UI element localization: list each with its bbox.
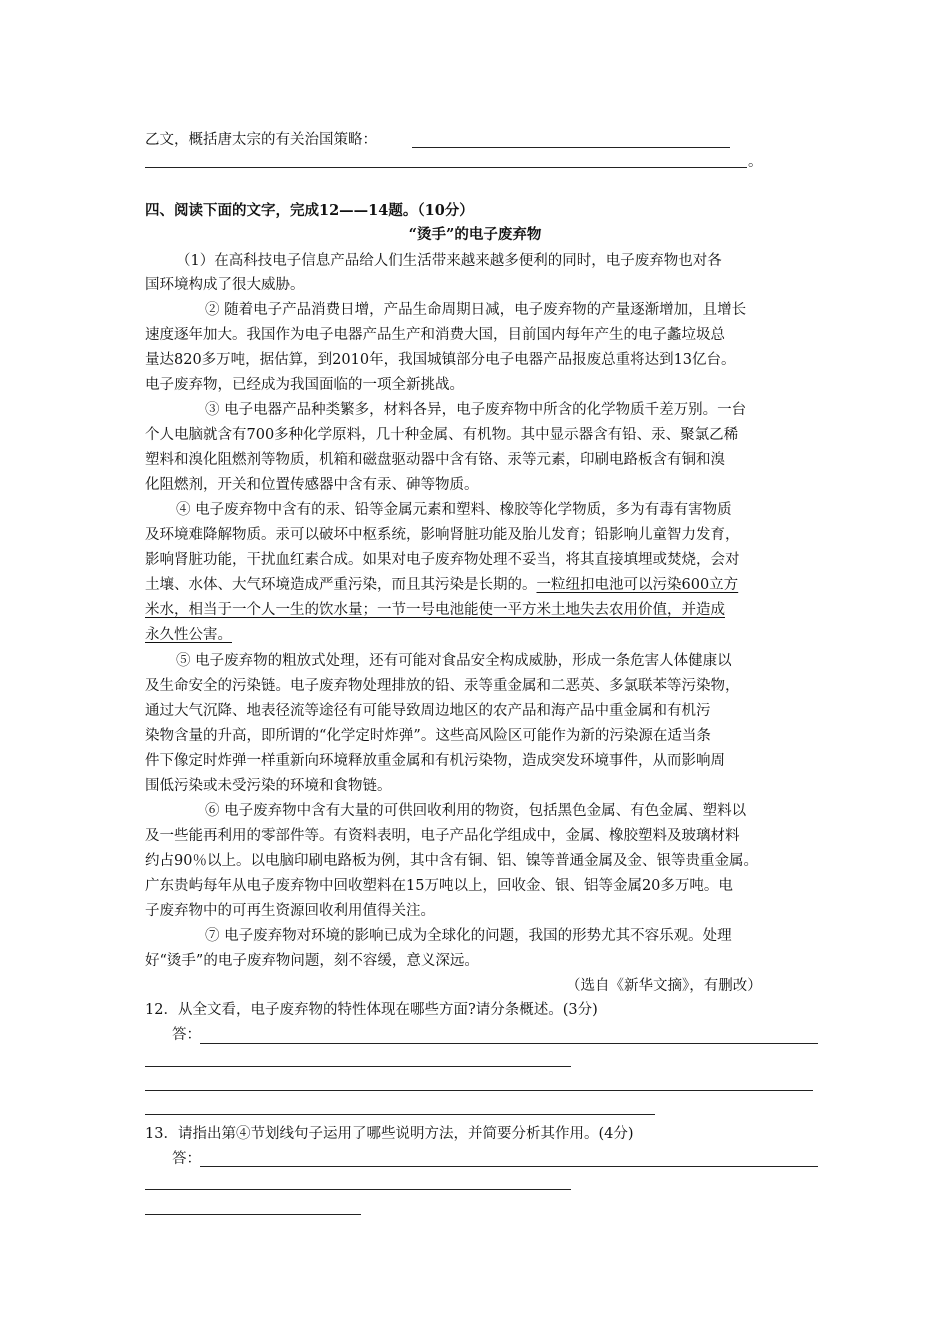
answer-line[interactable] xyxy=(145,1214,361,1215)
underlined-sentence: 永久性公害。 xyxy=(145,627,232,643)
passage-line: 速度逐年加大。我国作为电子电器产品生产和消费大国，目前国内每年产生的电子蠡垃圾总 xyxy=(145,327,725,343)
passage-line: ③ 电子电器产品种类繁多，材料各异，电子废弃物中所含的化学物质千差万别。一台 xyxy=(205,402,747,418)
passage-line: 化阻燃剂，开关和位置传感器中含有汞、砷等物质。 xyxy=(145,477,479,493)
answer-line[interactable] xyxy=(200,1166,818,1167)
passage-line: 好“烫手”的电子废弃物问题，刻不容缓，意义深远。 xyxy=(145,953,479,969)
answer-line[interactable] xyxy=(145,1090,813,1091)
source-citation: （选自《新华文摘》，有删改） xyxy=(566,978,762,994)
answer-label: 答： xyxy=(172,1027,201,1043)
underlined-sentence: 米水，相当于一个人一生的饮水量；一节一号电池能使一平方米土地失去农用价值，并造成 xyxy=(145,602,725,618)
passage-line: 及生命安全的污染链。电子废弃物处理排放的铅、汞等重金属和二恶英、多氯联苯等污染物， xyxy=(145,678,740,694)
section-heading: 四、阅读下面的文字，完成12——14题。（10分） xyxy=(145,202,474,219)
question-13: 13．请指出第④节划线句子运用了哪些说明方法，并简要分析其作用。(4分) xyxy=(145,1126,634,1142)
article-title: “烫手”的电子废弃物 xyxy=(408,226,542,243)
answer-line[interactable] xyxy=(200,1043,818,1044)
answer-line xyxy=(145,167,747,168)
answer-line[interactable] xyxy=(145,1189,571,1190)
passage-line: ④ 电子废弃物中含有的汞、铅等金属元素和塑料、橡胶等化学物质，多为有毒有害物质 xyxy=(176,502,732,518)
passage-line: 及环境难降解物质。汞可以破坏中枢系统，影响肾脏功能及胎儿发育；铅影响儿童智力发育， xyxy=(145,527,740,543)
answer-label: 答： xyxy=(172,1151,201,1167)
underlined-sentence: 一粒纽扣电池可以污染600立方 xyxy=(536,577,739,593)
passage-line: 通过大气沉降、地表径流等途径有可能导致周边地区的农产品和海产品中重金属和有机污 xyxy=(145,703,711,719)
passage-line xyxy=(145,575,738,595)
passage-line: 围低污染或未受污染的环境和食物链。 xyxy=(145,778,392,794)
question-12: 12．从全文看，电子废弃物的特性体现在哪些方面?请分条概述。(3分) xyxy=(145,1002,598,1018)
passage-line: 量达820多万吨，据估算，到2010年，我国城镇部分电子电器产品报废总重将达到13亿台。 xyxy=(145,352,736,368)
yi-prompt: 乙文，概括唐太宗的有关治国策略： xyxy=(145,132,377,148)
passage-line: ⑦ 电子废弃物对环境的影响已成为全球化的问题，我国的形势尤其不容乐观。处理 xyxy=(205,928,732,944)
passage-line: 影响肾脏功能，干扰血红素合成。如果对电子废弃物处理不妥当，将其直接填埋或焚烧，会对 xyxy=(145,552,740,568)
passage-line: ② 随着电子产品消费日增，产品生命周期日减，电子废弃物的产量逐渐增加，且增长 xyxy=(205,302,747,318)
end-mark: 。 xyxy=(748,154,763,170)
passage-line: 件下像定时炸弹一样重新向环境释放重金属和有机污染物，造成突发环境事件，从而影响周 xyxy=(145,753,725,769)
passage-line: 子废弃物中的可再生资源回收利用值得关注。 xyxy=(145,903,435,919)
passage-line: 约占90％以上。以电脑印刷电路板为例，其中含有铜、铝、镍等普通金属及金、银等贵重金属。 xyxy=(145,853,758,869)
passage-line: ⑥ 电子废弃物中含有大量的可供回收利用的物资，包括黑色金属、有色金属、塑料以 xyxy=(205,803,747,819)
answer-line[interactable] xyxy=(145,1066,571,1067)
passage-text: 土壤、水体、大气环境造成严重污染，而且其污染是长期的。 xyxy=(145,577,537,593)
answer-line xyxy=(412,147,730,148)
passage-line: 染物含量的升高，即所谓的“化学定时炸弹”。这些高风险区可能作为新的污染源在适当条 xyxy=(145,728,711,744)
passage-line: 及一些能再利用的零部件等。有资料表明，电子产品化学组成中，金属、橡胶塑料及玻璃材料 xyxy=(145,828,740,844)
passage-line: （1）在高科技电子信息产品给人们生活带来越来越多便利的同时，电子废弃物也对各 xyxy=(176,253,722,269)
passage-line: 广东贵屿每年从电子废弃物中回收塑料在15万吨以上，回收金、银、铝等金属20多万吨。电 xyxy=(145,878,733,894)
passage-line: 国环境构成了很大威胁。 xyxy=(145,277,305,293)
answer-line[interactable] xyxy=(145,1114,655,1115)
passage-line: 塑料和溴化阻燃剂等物质，机箱和磁盘驱动器中含有铬、汞等元素，印刷电路板含有铜和溴 xyxy=(145,452,725,468)
passage-line: 电子废弃物，已经成为我国面临的一项全新挑战。 xyxy=(145,377,464,393)
passage-line: 个人电脑就含有700多种化学原料，几十种金属、有机物。其中显示器含有铅、汞、聚氯乙稀 xyxy=(145,427,739,443)
passage-line: ⑤ 电子废弃物的粗放式处理，还有可能对食品安全构成威胁，形成一条危害人体健康以 xyxy=(176,653,732,669)
